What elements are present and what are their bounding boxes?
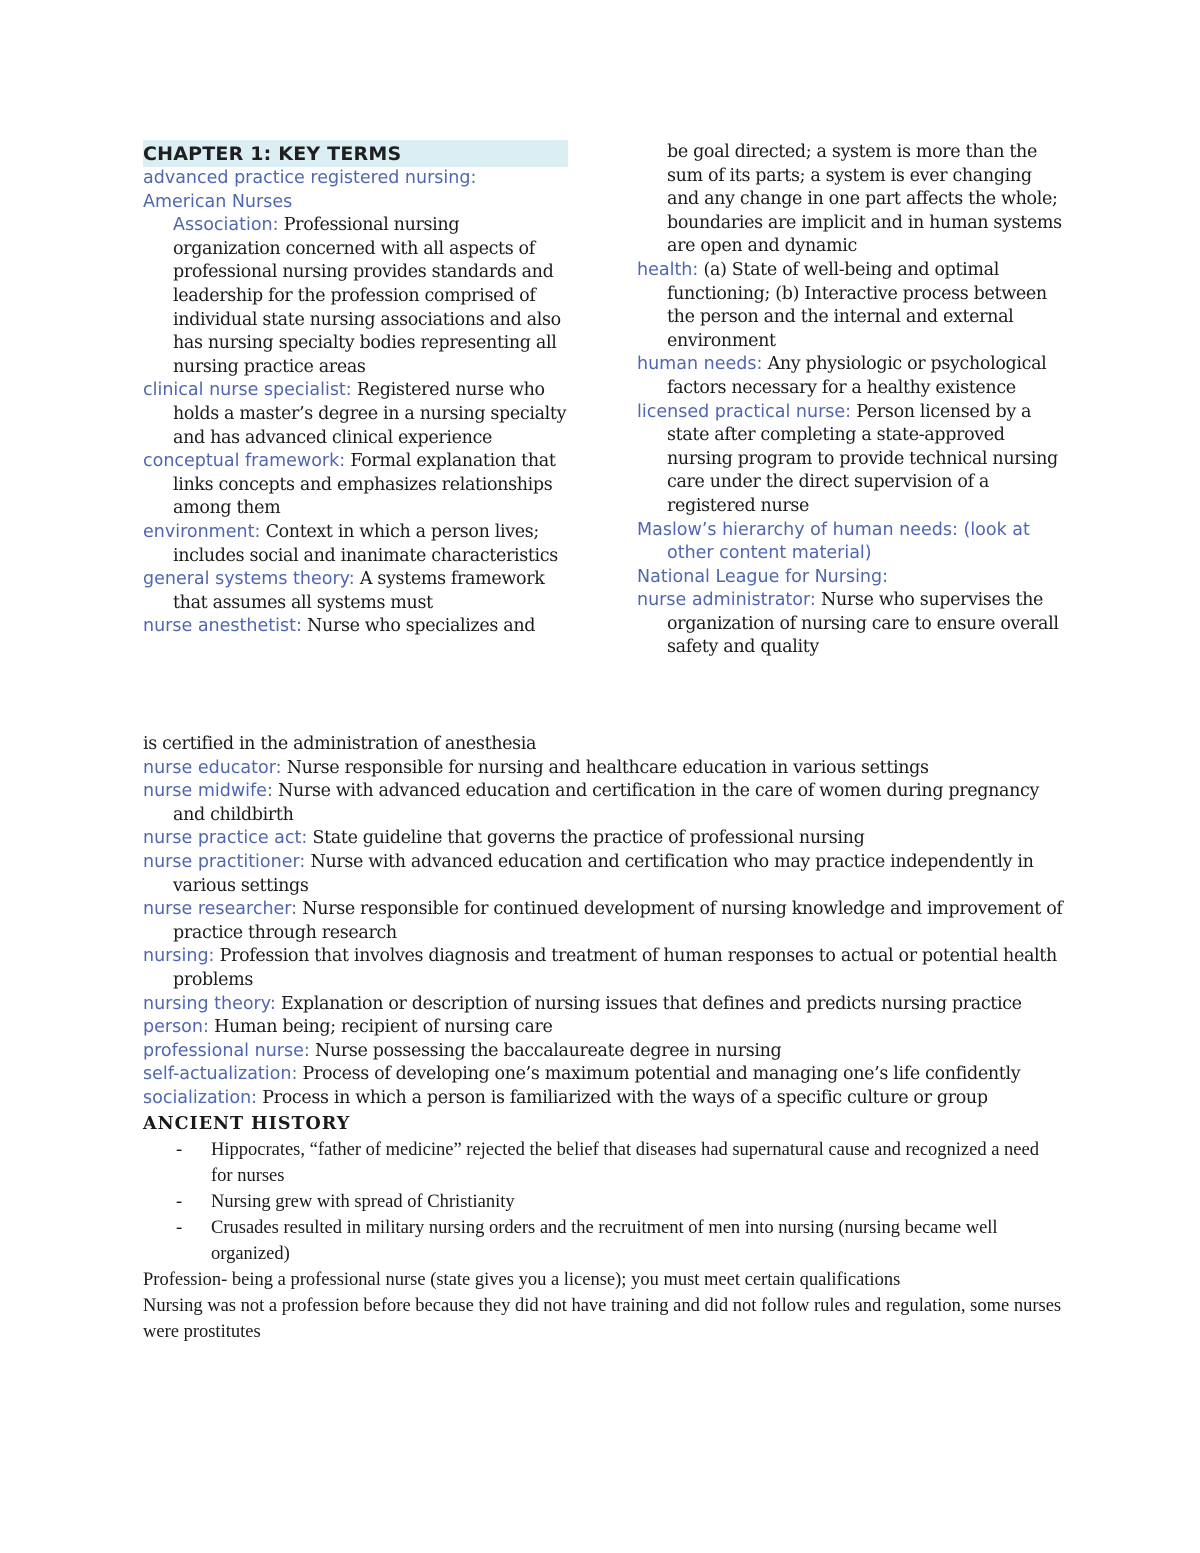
- term-entry: general systems theory: A systems framework that assumes all systems must: [143, 569, 545, 613]
- term-entry: [143, 191, 568, 215]
- term-label: human needs:: [637, 354, 763, 375]
- term-label: National League for Nursing:: [637, 566, 889, 587]
- term-entry: nurse educator: Nurse responsible for nursing and healthcare education in various settings: [143, 757, 929, 778]
- term-label: nursing:: [143, 946, 215, 967]
- term-entry: nurse practice act: State guideline that governs the practice of professional nursing: [143, 828, 865, 849]
- term-entry: [637, 566, 1062, 590]
- term-entry: Association: Professional nursing organization concerned with all aspects of professional nursing provides standards and leadership for the profession comprised of individual state nursing associations and also has nursing specialty bodies representing all nursing practice areas: [173, 215, 561, 377]
- right-column: [637, 140, 1062, 660]
- term-entry: environment: Context in which a person lives; includes social and inanimate characteristics: [143, 521, 558, 566]
- term-entry: [637, 519, 1057, 566]
- left-column: [143, 140, 568, 639]
- term-label: advanced practice registered nursing:: [143, 168, 477, 188]
- term-entry: licensed practical nurse: Person licensed by a state after completing a state-approved nursing program to provide technical nursing care under the direct supervision of a registered nurse: [637, 401, 1058, 516]
- term-label: nurse educator:: [143, 757, 282, 778]
- term-entry: socialization: Process in which a person is familiarized with the ways of a specific culture or group: [143, 1087, 988, 1108]
- term-label: general systems theory:: [143, 569, 355, 590]
- term-label: professional nurse:: [143, 1040, 310, 1061]
- term-entry: self-actualization: Process of developing one’s maximum potential and managing one’s life confidently: [143, 1064, 1021, 1085]
- term-entry: nursing: Profession that involves diagnosis and treatment of human responses to actual or potential health problems: [143, 946, 1057, 990]
- term-entry: person: Human being; recipient of nursing care: [143, 1017, 553, 1038]
- term-label: socialization:: [143, 1087, 258, 1108]
- term-entry: health: (a) State of well-being and optimal functioning; (b) Interactive process between the person and the internal and external environment: [637, 259, 1047, 351]
- term-label: Association:: [173, 215, 279, 236]
- list-item: - Crusades resulted in military nursing orders and the recruitment of men into nursing (nursing became well organized): [143, 1215, 1063, 1267]
- term-label: nurse practitioner:: [143, 851, 306, 872]
- term-label: Maslow’s hierarchy of human needs: (look at other content material): [637, 519, 1030, 564]
- history-paragraph: Nursing was not a profession before because they did not have training and did not follow rules and regulation, some nurses were prostitutes: [143, 1295, 1062, 1342]
- term-entry: nurse researcher: Nurse responsible for continued development of nursing knowledge and improvement of practice through research: [143, 899, 1063, 943]
- term-entry: clinical nurse specialist: Registered nurse who holds a master’s degree in a nursing specialty and has advanced clinical experience: [143, 380, 567, 448]
- term-entry: nurse practitioner: Nurse with advanced education and certification who may practice independently in various settings: [143, 851, 1034, 896]
- ancient-history-list: [143, 1137, 1063, 1267]
- profession-paragraph: Profession- being a professional nurse (state gives you a license); you must meet certain qualifications: [143, 1269, 901, 1290]
- list-item: - Hippocrates, “father of medicine” rejected the belief that diseases had supernatural cause and recognized a need for nurses: [143, 1137, 1063, 1189]
- term-label: person:: [143, 1017, 209, 1038]
- term-entry: [143, 167, 568, 191]
- term-entry: nurse administrator: Nurse who supervises the organization of nursing care to ensure overall safety and quality: [637, 590, 1059, 658]
- term-label: environment:: [143, 521, 261, 542]
- term-label: American Nurses: [143, 191, 293, 212]
- anesthesia-line: is certified in the administration of anesthesia: [143, 734, 537, 754]
- term-label: nursing theory:: [143, 993, 276, 1014]
- term-label: self-actualization:: [143, 1064, 298, 1085]
- term-label: nurse administrator:: [637, 590, 816, 611]
- term-entry: conceptual framework: Formal explanation that links concepts and emphasizes relationships among them: [143, 451, 556, 519]
- term-label: nurse researcher:: [143, 899, 298, 920]
- term-entry: nursing theory: Explanation or description of nursing issues that defines and predicts nursing practice: [143, 993, 1022, 1014]
- term-label: nurse anesthetist:: [143, 616, 302, 637]
- term-entry: human needs: Any physiologic or psychological factors necessary for a healthy existence: [637, 354, 1047, 398]
- chapter-title: CHAPTER 1: KEY TERMS: [143, 140, 568, 167]
- term-entry: nurse anesthetist: Nurse who specializes and: [143, 616, 536, 637]
- term-label: nurse practice act:: [143, 828, 308, 849]
- term-label: conceptual framework:: [143, 451, 346, 472]
- continuation-text: be goal directed; a system is more than the sum of its parts; a system is ever changing and any change in one part affects the whole; boundaries are implicit and in human systems are open and dynamic: [667, 142, 1062, 257]
- list-item: - Nursing grew with spread of Christianity: [143, 1189, 1063, 1215]
- dash-bullet: -: [176, 1217, 183, 1238]
- full-width-section: [143, 733, 1063, 1345]
- term-label: nurse midwife:: [143, 781, 273, 802]
- dash-bullet: -: [176, 1191, 183, 1212]
- term-label: health:: [637, 259, 699, 280]
- term-label: licensed practical nurse:: [637, 401, 852, 422]
- term-entry: professional nurse: Nurse possessing the baccalaureate degree in nursing: [143, 1040, 782, 1061]
- term-entry: nurse midwife: Nurse with advanced education and certification in the care of women during pregnancy and childbirth: [143, 781, 1040, 825]
- ancient-history-heading: ANCIENT HISTORY: [143, 1113, 351, 1134]
- term-label: clinical nurse specialist:: [143, 380, 352, 401]
- dash-bullet: -: [176, 1139, 183, 1160]
